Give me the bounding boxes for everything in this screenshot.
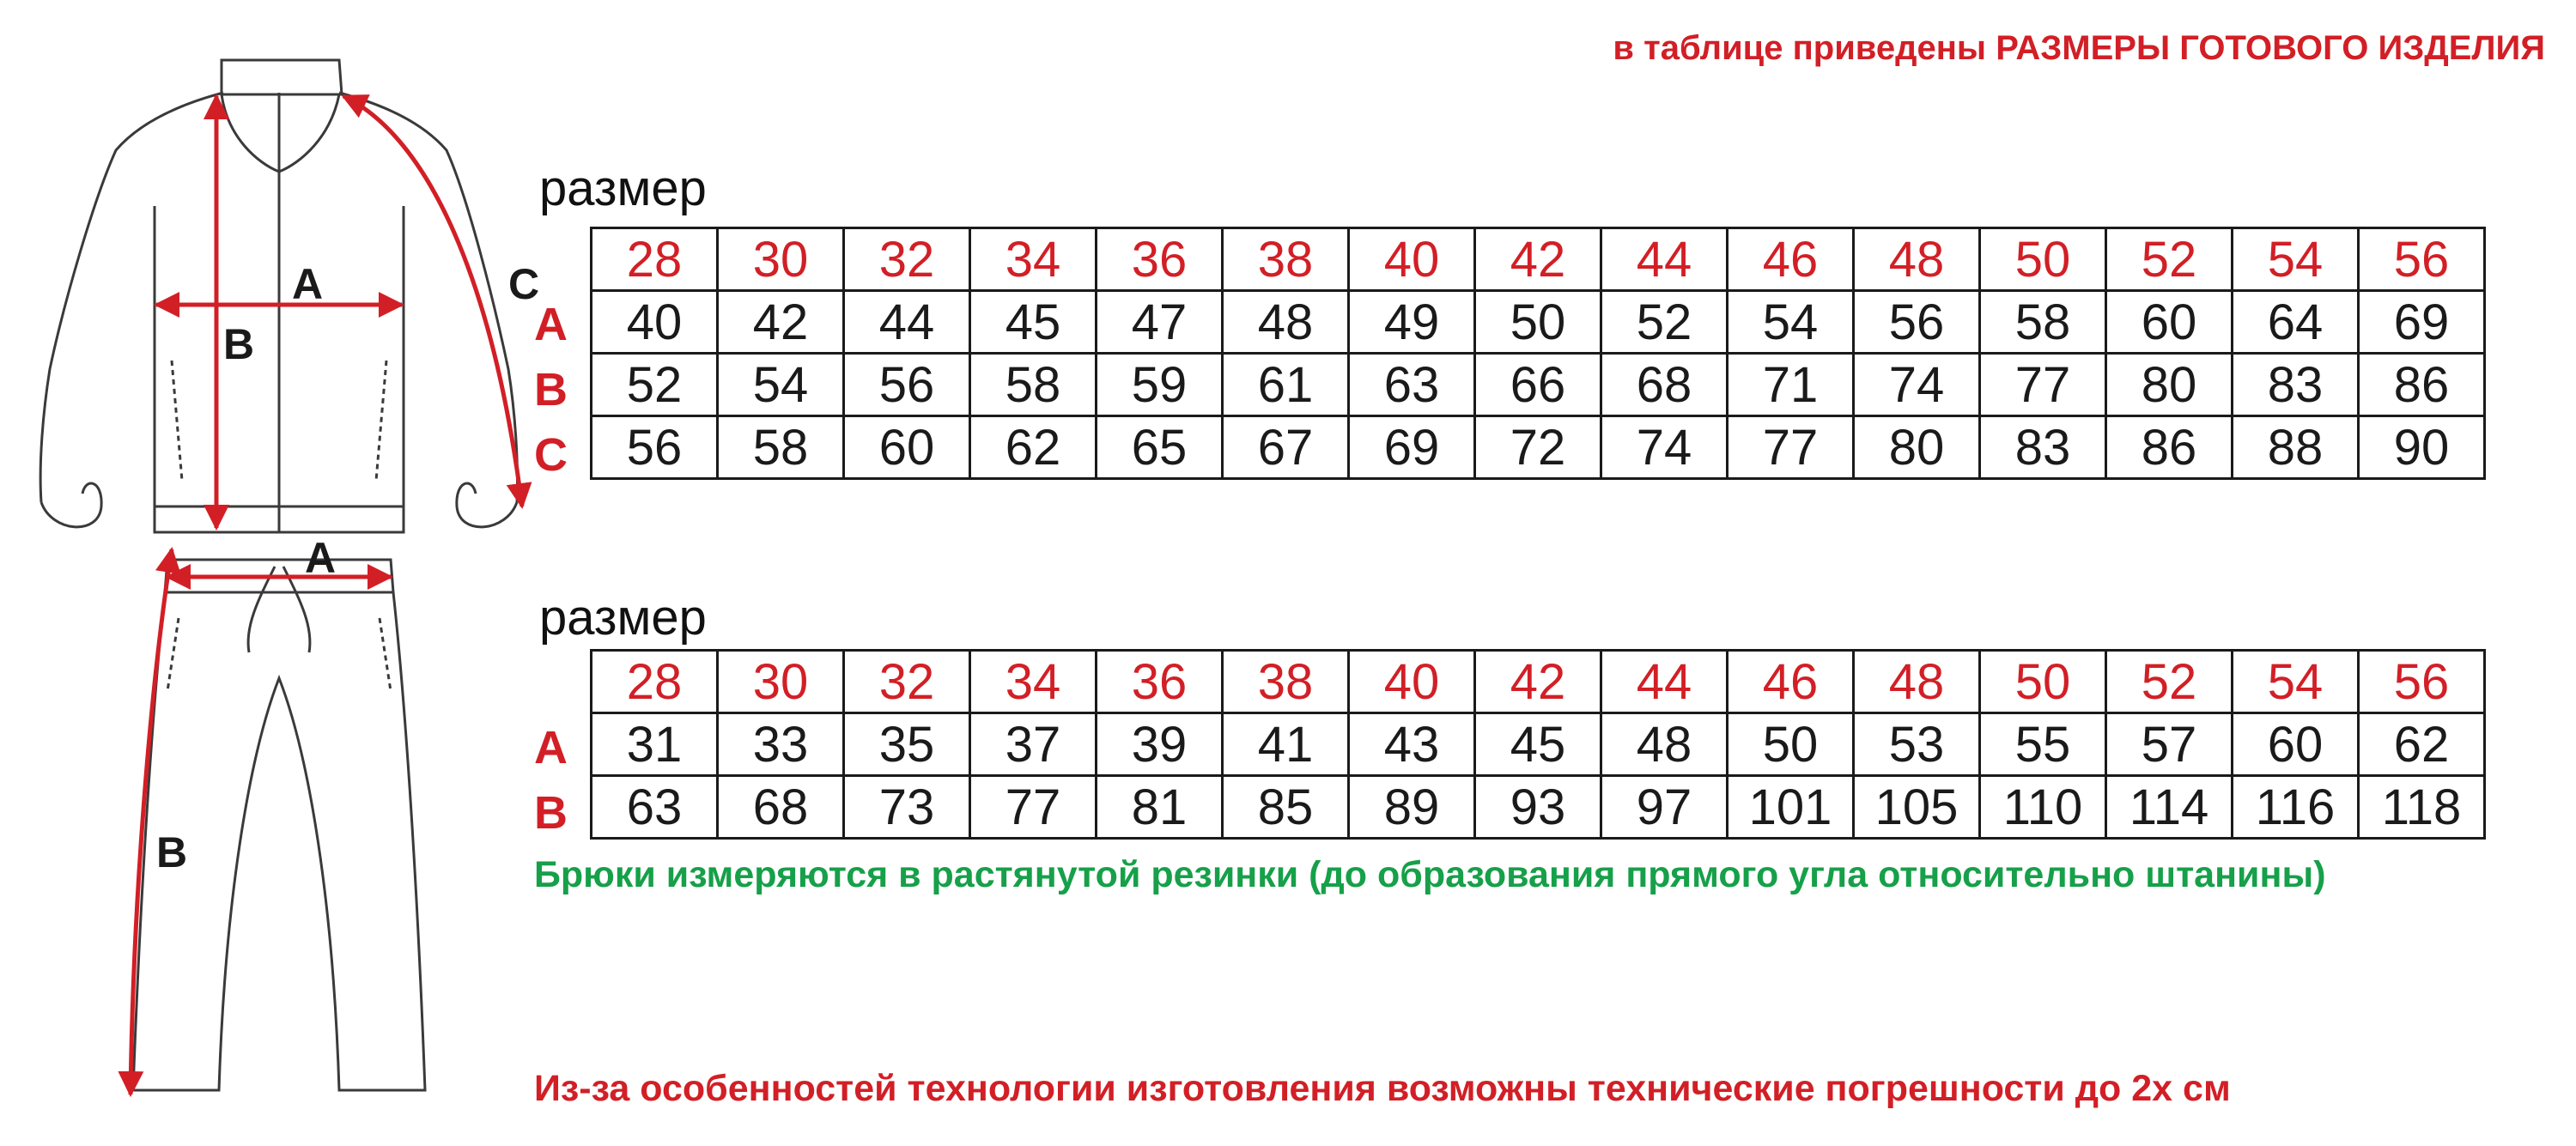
- pants-row-letter-a: A: [534, 722, 568, 773]
- header-note: [1613, 29, 2545, 68]
- jacket-value-cell: 45: [970, 291, 1097, 354]
- jacket-size-cell: 40: [1349, 228, 1475, 291]
- pants-value-cell: 35: [844, 713, 970, 776]
- pants-size-table: [590, 649, 2486, 840]
- pants-size-cell: 30: [718, 651, 844, 713]
- jacket-value-cell: 86: [2359, 354, 2485, 416]
- pants-label-a: A: [305, 534, 337, 582]
- jacket-value-cell: 64: [2233, 291, 2359, 354]
- jacket-value-cell: 59: [1097, 354, 1223, 416]
- pants-value-cell: 31: [592, 713, 718, 776]
- jacket-value-cell: 80: [2106, 354, 2233, 416]
- tolerance-note: Из-за особенностей технологии изготовления возможны технические погрешности до 2х см: [534, 1068, 2231, 1109]
- jacket-value-cell: 63: [1349, 354, 1475, 416]
- jacket-size-row: [592, 228, 2485, 291]
- jacket-size-cell: 32: [844, 228, 970, 291]
- jacket-size-table: [590, 227, 2486, 480]
- pants-value-cell: 57: [2106, 713, 2233, 776]
- jacket-value-cell: 44: [844, 291, 970, 354]
- pants-value-cell: 81: [1097, 776, 1223, 839]
- pants-value-cell: 114: [2106, 776, 2233, 839]
- jacket-value-cell: 69: [1349, 416, 1475, 479]
- pants-value-cell: 93: [1475, 776, 1601, 839]
- pants-size-cell: 34: [970, 651, 1097, 713]
- pants-size-cell: 28: [592, 651, 718, 713]
- pants-value-cell: 77: [970, 776, 1097, 839]
- jacket-size-cell: 28: [592, 228, 718, 291]
- pants-measurement-note: Брюки измеряются в растянутой резинки (до образования прямого угла относительно штанины): [534, 854, 2326, 895]
- pants-value-cell: 105: [1854, 776, 1980, 839]
- pants-value-cell: 110: [1980, 776, 2106, 839]
- jacket-table-label: размер: [539, 161, 707, 216]
- jacket-value-cell: 69: [2359, 291, 2485, 354]
- jacket-value-cell: 68: [1601, 354, 1728, 416]
- pants-value-cell: 101: [1728, 776, 1854, 839]
- jacket-row-letter-c: C: [534, 429, 568, 481]
- pants-value-cell: 97: [1601, 776, 1728, 839]
- jacket-value-cell: 52: [592, 354, 718, 416]
- pants-size-cell: 36: [1097, 651, 1223, 713]
- jacket-value-cell: 56: [844, 354, 970, 416]
- pants-measurements: [131, 549, 391, 1094]
- jacket-value-cell: 56: [592, 416, 718, 479]
- header-note-prefix: в таблице приведены: [1613, 29, 1996, 67]
- pants-value-cell: 60: [2233, 713, 2359, 776]
- pants-value-cell: 55: [1980, 713, 2106, 776]
- jacket-value-cell: 58: [718, 416, 844, 479]
- jacket-value-cell: 54: [718, 354, 844, 416]
- jacket-value-cell: 58: [970, 354, 1097, 416]
- pants-label-b: B: [156, 828, 188, 876]
- jacket-size-cell: 54: [2233, 228, 2359, 291]
- jacket-value-cell: 47: [1097, 291, 1223, 354]
- jacket-value-cell: 50: [1475, 291, 1601, 354]
- pants-value-cell: 89: [1349, 776, 1475, 839]
- jacket-value-cell: 48: [1223, 291, 1349, 354]
- jacket-value-cell: 83: [1980, 416, 2106, 479]
- garment-illustration: [0, 0, 550, 1146]
- pants-value-cell: 45: [1475, 713, 1601, 776]
- jacket-label-c: C: [508, 260, 540, 308]
- pants-value-cell: 73: [844, 776, 970, 839]
- jacket-value-cell: 49: [1349, 291, 1475, 354]
- jacket-value-cell: 61: [1223, 354, 1349, 416]
- jacket-size-cell: 56: [2359, 228, 2485, 291]
- pants-value-cell: 50: [1728, 713, 1854, 776]
- pants-size-cell: 46: [1728, 651, 1854, 713]
- jacket-size-cell: 44: [1601, 228, 1728, 291]
- pants-size-cell: 48: [1854, 651, 1980, 713]
- pants-value-cell: 53: [1854, 713, 1980, 776]
- jacket-drawing: [40, 60, 517, 532]
- jacket-value-cell: 77: [1980, 354, 2106, 416]
- jacket-value-cell: 74: [1601, 416, 1728, 479]
- jacket-row-letter-b: B: [534, 364, 568, 415]
- jacket-size-cell: 50: [1980, 228, 2106, 291]
- pants-value-cell: 63: [592, 776, 718, 839]
- pants-size-cell: 38: [1223, 651, 1349, 713]
- pants-size-cell: 56: [2359, 651, 2485, 713]
- jacket-value-cell: 67: [1223, 416, 1349, 479]
- header-note-emphasis: РАЗМЕРЫ ГОТОВОГО ИЗДЕЛИЯ: [1996, 29, 2545, 67]
- jacket-value-cell: 71: [1728, 354, 1854, 416]
- jacket-value-cell: 60: [844, 416, 970, 479]
- pants-value-cell: 118: [2359, 776, 2485, 839]
- jacket-value-cell: 90: [2359, 416, 2485, 479]
- pants-value-cell: 41: [1223, 713, 1349, 776]
- pants-size-cell: 52: [2106, 651, 2233, 713]
- jacket-value-cell: 42: [718, 291, 844, 354]
- jacket-value-cell: 52: [1601, 291, 1728, 354]
- pants-value-cell: 116: [2233, 776, 2359, 839]
- jacket-value-cell: 40: [592, 291, 718, 354]
- pants-value-cell: 85: [1223, 776, 1349, 839]
- pants-drawing: [133, 560, 425, 1090]
- jacket-row-letter-a: A: [534, 299, 568, 350]
- jacket-value-cell: 74: [1854, 354, 1980, 416]
- pants-value-cell: 33: [718, 713, 844, 776]
- pants-row-b: [592, 776, 2485, 839]
- jacket-value-cell: 54: [1728, 291, 1854, 354]
- jacket-row-c: [592, 416, 2485, 479]
- pants-value-cell: 62: [2359, 713, 2485, 776]
- jacket-size-cell: 52: [2106, 228, 2233, 291]
- jacket-value-cell: 56: [1854, 291, 1980, 354]
- jacket-value-cell: 83: [2233, 354, 2359, 416]
- jacket-value-cell: 77: [1728, 416, 1854, 479]
- pants-size-row: [592, 651, 2485, 713]
- jacket-measurements: [156, 96, 522, 528]
- pants-size-cell: 42: [1475, 651, 1601, 713]
- pants-size-cell: 32: [844, 651, 970, 713]
- jacket-size-cell: 34: [970, 228, 1097, 291]
- pants-row-letter-b: B: [534, 787, 568, 839]
- pants-size-cell: 50: [1980, 651, 2106, 713]
- pants-row-a: [592, 713, 2485, 776]
- jacket-size-cell: 30: [718, 228, 844, 291]
- jacket-size-cell: 46: [1728, 228, 1854, 291]
- jacket-value-cell: 65: [1097, 416, 1223, 479]
- jacket-value-cell: 80: [1854, 416, 1980, 479]
- pants-value-cell: 39: [1097, 713, 1223, 776]
- jacket-value-cell: 72: [1475, 416, 1601, 479]
- pants-size-cell: 40: [1349, 651, 1475, 713]
- jacket-size-cell: 36: [1097, 228, 1223, 291]
- jacket-label-a: A: [292, 260, 324, 308]
- jacket-value-cell: 62: [970, 416, 1097, 479]
- jacket-row-b: [592, 354, 2485, 416]
- pants-value-cell: 37: [970, 713, 1097, 776]
- jacket-value-cell: 60: [2106, 291, 2233, 354]
- pants-table-label: размер: [539, 590, 707, 646]
- jacket-value-cell: 86: [2106, 416, 2233, 479]
- jacket-row-a: [592, 291, 2485, 354]
- jacket-size-cell: 48: [1854, 228, 1980, 291]
- jacket-value-cell: 88: [2233, 416, 2359, 479]
- jacket-value-cell: 58: [1980, 291, 2106, 354]
- jacket-size-cell: 42: [1475, 228, 1601, 291]
- jacket-label-b: B: [223, 320, 255, 368]
- pants-size-cell: 44: [1601, 651, 1728, 713]
- jacket-value-cell: 66: [1475, 354, 1601, 416]
- pants-size-cell: 54: [2233, 651, 2359, 713]
- jacket-size-cell: 38: [1223, 228, 1349, 291]
- pants-value-cell: 48: [1601, 713, 1728, 776]
- pants-value-cell: 43: [1349, 713, 1475, 776]
- pants-value-cell: 68: [718, 776, 844, 839]
